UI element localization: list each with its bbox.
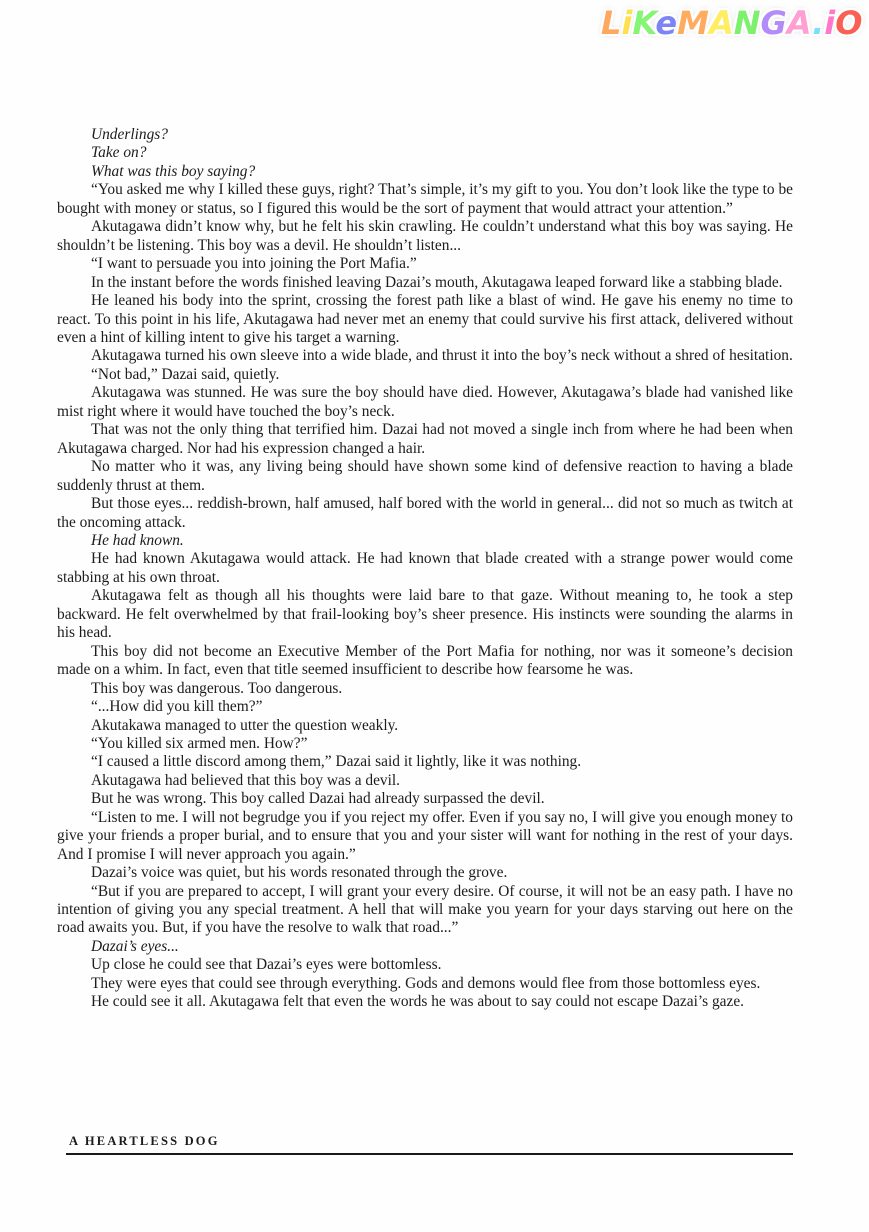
paragraph: “You asked me why I killed these guys, right? That’s simple, it’s my gift to you. You don’t look like the type to be bought with money or status, so I figured this would be the sort of payment that would attract your attention.” [57, 181, 793, 217]
site-logo [601, 4, 862, 42]
paragraph: That was not the only thing that terrified him. Dazai had not moved a single inch from where he had been when Akutagawa charged. Nor had his expression changed a hair. [57, 421, 793, 457]
logo-letter: O [835, 4, 863, 42]
paragraph: Akutagawa had believed that this boy was a devil. [91, 771, 401, 789]
paragraph: He leaned his body into the sprint, crossing the forest path like a blast of wind. He gave his enemy no time to react. To this point in his life, Akutagawa had never met an enemy that could survive his first attack, delivered without even a hint of killing intent to give his target a warning. [57, 292, 793, 346]
chapter-footer-title: A HEARTLESS DOG [69, 1134, 220, 1148]
paragraph: “Listen to me. I will not begrudge you if you reject my offer. Even if you say no, I will give you enough money to give your friends a proper burial, and to ensure that you and your sister will want for nothing in the rest of your days. And I promise I will never approach you again.” [57, 808, 793, 863]
paragraph: “Not bad,” Dazai said, quietly. [91, 365, 280, 383]
paragraph: But those eyes... reddish-brown, half amused, half bored with the world in general... did not so much as twitch at the oncoming attack. [57, 495, 793, 531]
paragraph: Dazai’s eyes... [91, 937, 179, 955]
paragraph: He had known Akutagawa would attack. He had known that blade created with a strange power would come stabbing at his own throat. [57, 550, 793, 586]
paragraph: Dazai’s voice was quiet, but his words resonated through the grove. [91, 864, 508, 882]
paragraph: He had known. [91, 531, 184, 549]
logo-letter: K [632, 4, 656, 42]
paragraph: “But if you are prepared to accept, I will grant your every desire. Of course, it will not be an easy path. I have no intention of giving you any special treatment. A hell that will make you yearn for your days starving out here on the road awaits you. But, if you have the resolve to walk that road...” [57, 882, 793, 937]
paragraph: Up close he could see that Dazai’s eyes were bottomless. [91, 956, 442, 974]
logo-letter: L [601, 4, 622, 42]
paragraph: Underlings? [91, 126, 168, 143]
paragraph: Akutagawa didn’t know why, but he felt his skin crawling. He couldn’t understand what this boy was saying. He shouldn’t be listening. This boy was a devil. He shouldn’t listen... [57, 218, 793, 254]
paragraph: They were eyes that could see through everything. Gods and demons would flee from those bottomless eyes. [91, 974, 761, 992]
paragraph: Akutagawa turned his own sleeve into a wide blade, and thrust it into the boy’s neck without a shred of hesitation. [91, 347, 793, 365]
logo-letter: N [733, 4, 761, 42]
paragraph: Akutakawa managed to utter the question weakly. [91, 716, 399, 734]
logo-letter: e [655, 4, 678, 42]
paragraph: No matter who it was, any living being should have shown some kind of defensive reaction to having a blade suddenly thrust at them. [57, 458, 793, 494]
page-text [57, 126, 793, 1012]
paragraph: Take on? [91, 144, 147, 162]
paragraph: “I want to persuade you into joining the Port Mafia.” [91, 255, 417, 273]
footer-rule [66, 1153, 793, 1155]
paragraph: This boy was dangerous. Too dangerous. [91, 679, 343, 697]
paragraph: Akutagawa felt as though all his thoughts were laid bare to that gaze. Without meaning to, he took a step backward. He felt overwhelmed by that frail-looking boy’s sheer presence. His instincts were sounding the alarms in his head. [57, 587, 793, 642]
paragraph: But he was wrong. This boy called Dazai had already surpassed the devil. [91, 790, 545, 808]
paragraph: This boy did not become an Executive Member of the Port Mafia for nothing, nor was it someone’s decision made on a whim. In fact, even that title seemed insufficient to describe how fearsome he was. [57, 642, 793, 679]
paragraph: In the instant before the words finished leaving Dazai’s mouth, Akutagawa leaped forward like a stabbing blade. [91, 273, 783, 291]
paragraph: “You killed six armed men. How?” [91, 734, 308, 752]
logo-letter: M [677, 4, 709, 42]
paragraph: What was this boy saying? [91, 162, 256, 180]
logo-letter: A [786, 4, 813, 42]
logo-letter: A [708, 4, 734, 42]
paragraph: “I caused a little discord among them,” Dazai said it lightly, like it was nothing. [91, 753, 582, 771]
logo-letter: i [824, 4, 836, 42]
paragraph: He could see it all. Akutagawa felt that even the words he was about to say could not escape Dazai’s gaze. [91, 993, 745, 1011]
paragraph: “...How did you kill them?” [91, 698, 263, 716]
logo-letter: . [812, 4, 825, 42]
paragraph: Akutagawa was stunned. He was sure the boy should have died. However, Akutagawa’s blade had vanished like mist right where it would have touched the boy’s neck. [57, 384, 793, 420]
logo-letter: G [760, 4, 787, 42]
logo-letter: i [621, 4, 633, 42]
